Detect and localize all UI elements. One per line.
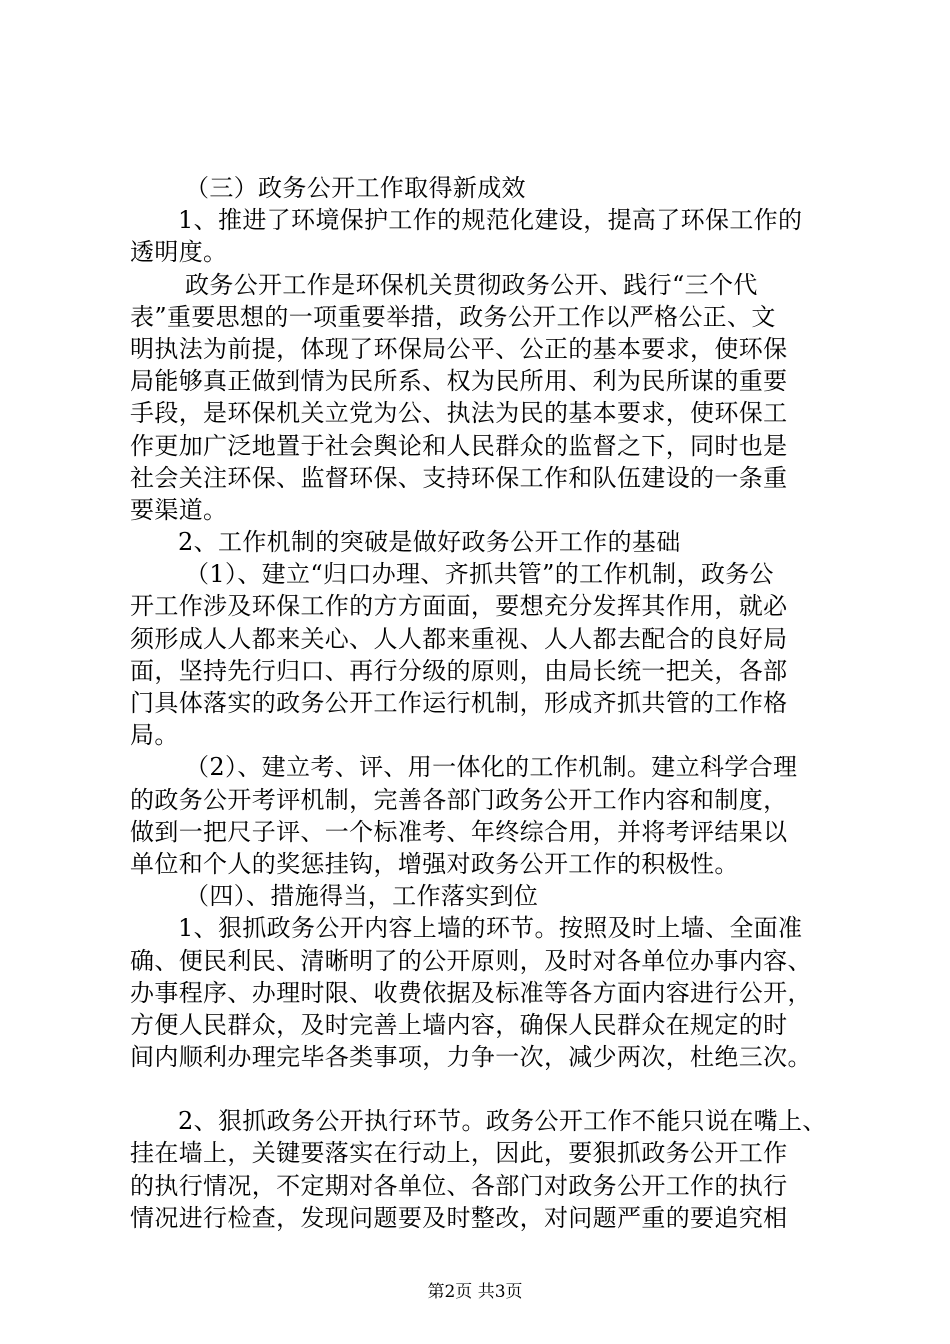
- paragraph-line: 确、便民利民、清晰明了的公开原则，及时对各单位办事内容、: [130, 946, 812, 975]
- paragraph-line: 办事程序、办理时限、收费依据及标准等各方面内容进行公开，: [130, 978, 812, 1007]
- paragraph-line: 要渠道。: [130, 495, 228, 524]
- section-heading: （四）、措施得当，工作落实到位: [185, 882, 539, 911]
- paragraph-line: 做到一把尺子评、一个标准考、年终综合用，并将考评结果以: [130, 817, 788, 846]
- paragraph-line: 手段，是环保机关立党为公、执法为民的基本要求，使环保工: [130, 399, 788, 428]
- paragraph-line: 须形成人人都来关心、人人都来重视、人人都去配合的良好局: [130, 624, 788, 653]
- paragraph-line: （1）、建立“归口办理、齐抓共管”的工作机制，政务公: [185, 560, 774, 589]
- paragraph-line: 1、推进了环境保护工作的规范化建设，提高了环保工作的: [178, 206, 803, 235]
- paragraph-line: 局。: [130, 721, 179, 750]
- subsection-heading: 2、工作机制的突破是做好政务公开工作的基础: [178, 528, 681, 557]
- paragraph-line: 明执法为前提，体现了环保局公平、公正的基本要求，使环保: [130, 334, 788, 363]
- document-body: [130, 172, 830, 1234]
- paragraph-line: 2、狠抓政务公开执行环节。政务公开工作不能只说在嘴上、: [178, 1107, 827, 1136]
- paragraph-line: 透明度。: [130, 238, 228, 267]
- paragraph-line: 门具体落实的政务公开工作运行机制，形成齐抓共管的工作格: [130, 689, 788, 717]
- paragraph-line: 的执行情况，不定期对各单位、各部门对政务公开工作的执行: [130, 1171, 788, 1200]
- paragraph-line: 1、狠抓政务公开内容上墙的环节。按照及时上墙、全面准: [178, 914, 803, 943]
- paragraph-line: 面，坚持先行归口、再行分级的原则，由局长统一把关，各部: [130, 656, 788, 685]
- paragraph-line: 政务公开工作是环保机关贯彻政务公开、践行“三个代: [185, 270, 758, 299]
- paragraph-line: 情况进行检查，发现问题要及时整改，对问题严重的要追究相: [130, 1203, 788, 1232]
- paragraph-line: （2）、建立考、评、用一体化的工作机制。建立科学合理: [185, 753, 798, 782]
- section-heading: （三）政务公开工作取得新成效: [185, 174, 526, 202]
- page-number: 第2页 共3页: [427, 1282, 523, 1302]
- paragraph-line: 单位和个人的奖惩挂钩，增强对政务公开工作的积极性。: [130, 849, 739, 878]
- paragraph-line: 方便人民群众，及时完善上墙内容，确保人民群众在规定的时: [130, 1010, 788, 1039]
- paragraph-line: 表”重要思想的一项重要举措，政务公开工作以严格公正、文: [130, 302, 776, 331]
- paragraph-spacer: [130, 1073, 830, 1105]
- paragraph-line: 间内顺利办理完毕各类事项，力争一次，减少两次，杜绝三次。: [130, 1043, 812, 1072]
- paragraph-line: 局能够真正做到情为民所系、权为民所用、利为民所谋的重要: [130, 367, 788, 396]
- paragraph-line: 开工作涉及环保工作的方方面面，要想充分发挥其作用，就必: [130, 592, 788, 621]
- paragraph-line: 社会关注环保、监督环保、支持环保工作和队伍建设的一条重: [130, 463, 788, 492]
- paragraph-line: 挂在墙上，关键要落实在行动上，因此，要狠抓政务公开工作: [130, 1139, 788, 1168]
- paragraph-line: 的政务公开考评机制，完善各部门政务公开工作内容和制度，: [130, 785, 788, 814]
- paragraph-line: 作更加广泛地置于社会舆论和人民群众的监督之下，同时也是: [130, 431, 788, 460]
